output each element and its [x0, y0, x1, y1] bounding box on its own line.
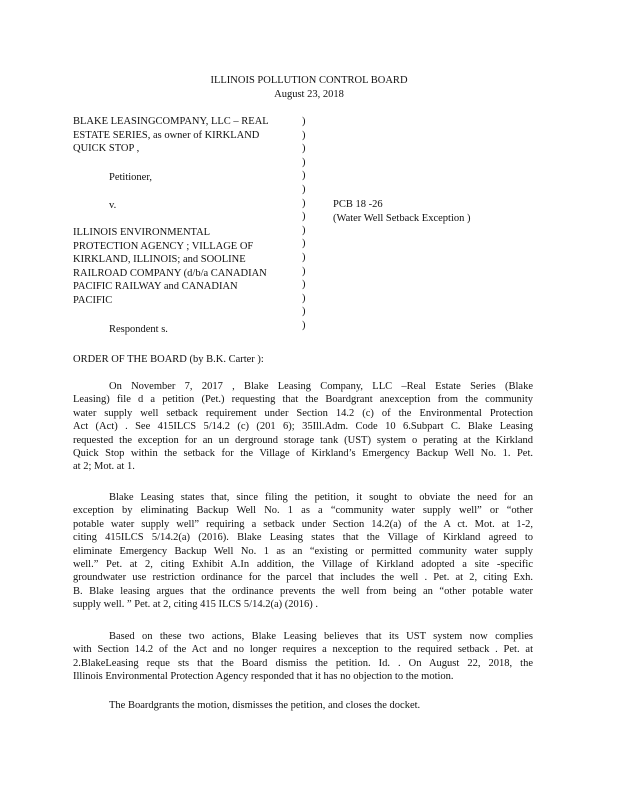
respondent-line: RAILROAD COMPANY (d/b/a CANADIAN: [73, 267, 267, 279]
respondent-label: Respondent s.: [109, 324, 168, 335]
paren: ): [302, 197, 306, 209]
petitioner-caption: [73, 115, 303, 156]
text-line: The Boardgrants the motion, dismisses the petition, and closes the docket.: [109, 700, 421, 711]
paren: ): [302, 224, 306, 236]
paren: ): [302, 306, 306, 318]
case-title: (Water Well Setback Exception ): [333, 213, 471, 224]
text-line: water supply well setback requirement under Section 14.2 (c) of the Environmental Protection: [73, 407, 533, 419]
text-line: at 2; Mot. at 1.: [73, 461, 135, 473]
petitioner-line: QUICK STOP ,: [73, 143, 140, 155]
paragraph-4: [73, 699, 533, 712]
paren: ): [302, 319, 306, 331]
paren: ): [302, 156, 306, 168]
paragraph-3: [73, 630, 533, 684]
text-line: Leasing) file d a petition (Pet.) requesting that the Boardgrant anexception from the community: [73, 394, 533, 406]
text-line: Illinois Environmental Protection Agency responded that it has no objection to the motion.: [73, 671, 454, 683]
respondent-line: KIRKLAND, ILLINOIS; and SOOLINE: [73, 254, 246, 266]
paren: ): [302, 279, 306, 291]
respondent-line: PACIFIC RAILWAY and CANADIAN: [73, 281, 238, 293]
text-line: well.” Pet. at 2, citing Exhibit A.In addition, the Village of Kirkland adopted a site -specific: [73, 558, 533, 570]
respondent-line: ILLINOIS ENVIRONMENTAL: [73, 227, 211, 238]
order-date: August 23, 2018: [274, 89, 344, 100]
case-number: PCB 18 -26: [333, 199, 383, 210]
text-line: eliminate Emergency Backup Well No. 1 as an “existing or permitted community water supply: [73, 545, 533, 557]
text-line: potable water supply well” requiring a setback under Section 14.2(a) of the A ct. Mot. at 1-2,: [73, 518, 533, 530]
text-line: Quick Stop within the setback for the Village of Kirkland’s Emergency Backup Well No. 1. Pet.: [73, 447, 533, 459]
petitioner-line: BLAKE LEASINGCOMPANY, LLC – REAL: [73, 116, 269, 127]
respondent-caption: [73, 226, 303, 308]
text-line: requested the exception for an un derground storage tank (UST) system o perating at the Kirkland: [73, 434, 533, 446]
respondent-line: PROTECTION AGENCY ; VILLAGE OF: [73, 240, 254, 252]
paren: ): [302, 143, 306, 155]
petitioner-line: ESTATE SERIES, as owner of KIRKLAND: [73, 129, 260, 141]
text-line: Act (Act) . See 415ILCS 5/14.2 (c) (201 6); 35Ill.Adm. Code 10 6.Subpart C. Blake Leasing: [73, 421, 533, 433]
text-line: On November 7, 2017 , Blake Leasing Company, LLC –Real Estate Series (Blake: [109, 381, 533, 392]
paren: ): [302, 251, 306, 263]
text-line: Blake Leasing states that, since filing the petition, it sought to obviate the need for an: [109, 492, 533, 503]
order-heading: ORDER OF THE BOARD (by B.K. Carter ):: [73, 354, 264, 365]
paren: ): [302, 292, 306, 304]
respondent-line: PACIFIC: [73, 294, 113, 306]
text-line: supply well. ” Pet. at 2, citing 415 ILCS 5/14.2(a) (2016) .: [73, 599, 318, 611]
text-line: 2.BlakeLeasing reque sts that the Board dismiss the petition. Id. . On August 22, 2018, the: [73, 657, 533, 669]
paren: ): [302, 238, 306, 250]
text-line: Based on these two actions, Blake Leasing believes that its UST system now complies: [109, 631, 533, 642]
board-title: ILLINOIS POLLUTION CONTROL BOARD: [210, 75, 408, 86]
text-line: B. Blake leasing argues that the ordinance prevents the well from being an “other potable water: [73, 585, 533, 597]
text-line: citing 415ILCS 5/14.2(a) (2016). Blake Leasing states that the Village of Kirkland agreed to: [73, 532, 533, 544]
paren: ): [302, 129, 306, 141]
paren: ): [302, 170, 306, 182]
paren: ): [302, 116, 306, 127]
versus-label: v.: [109, 200, 117, 211]
paren: ): [302, 265, 306, 277]
caption-parentheses: [302, 115, 312, 333]
text-line: exception by eliminating Backup Well No. 1 as a “community water supply well” or “other: [73, 505, 533, 517]
paren: ): [302, 211, 306, 223]
paragraph-1: [73, 380, 533, 474]
paren: ): [302, 183, 306, 195]
petitioner-label: Petitioner,: [109, 172, 153, 183]
text-line: groundwater use restriction ordinance for the parcel that includes the well . Pet. at 2, citing Exh.: [73, 572, 533, 584]
paragraph-2: [73, 491, 533, 612]
text-line: with Section 14.2 of the Act and no longer requires a nexception to the required setback . Pet. at: [73, 644, 533, 656]
